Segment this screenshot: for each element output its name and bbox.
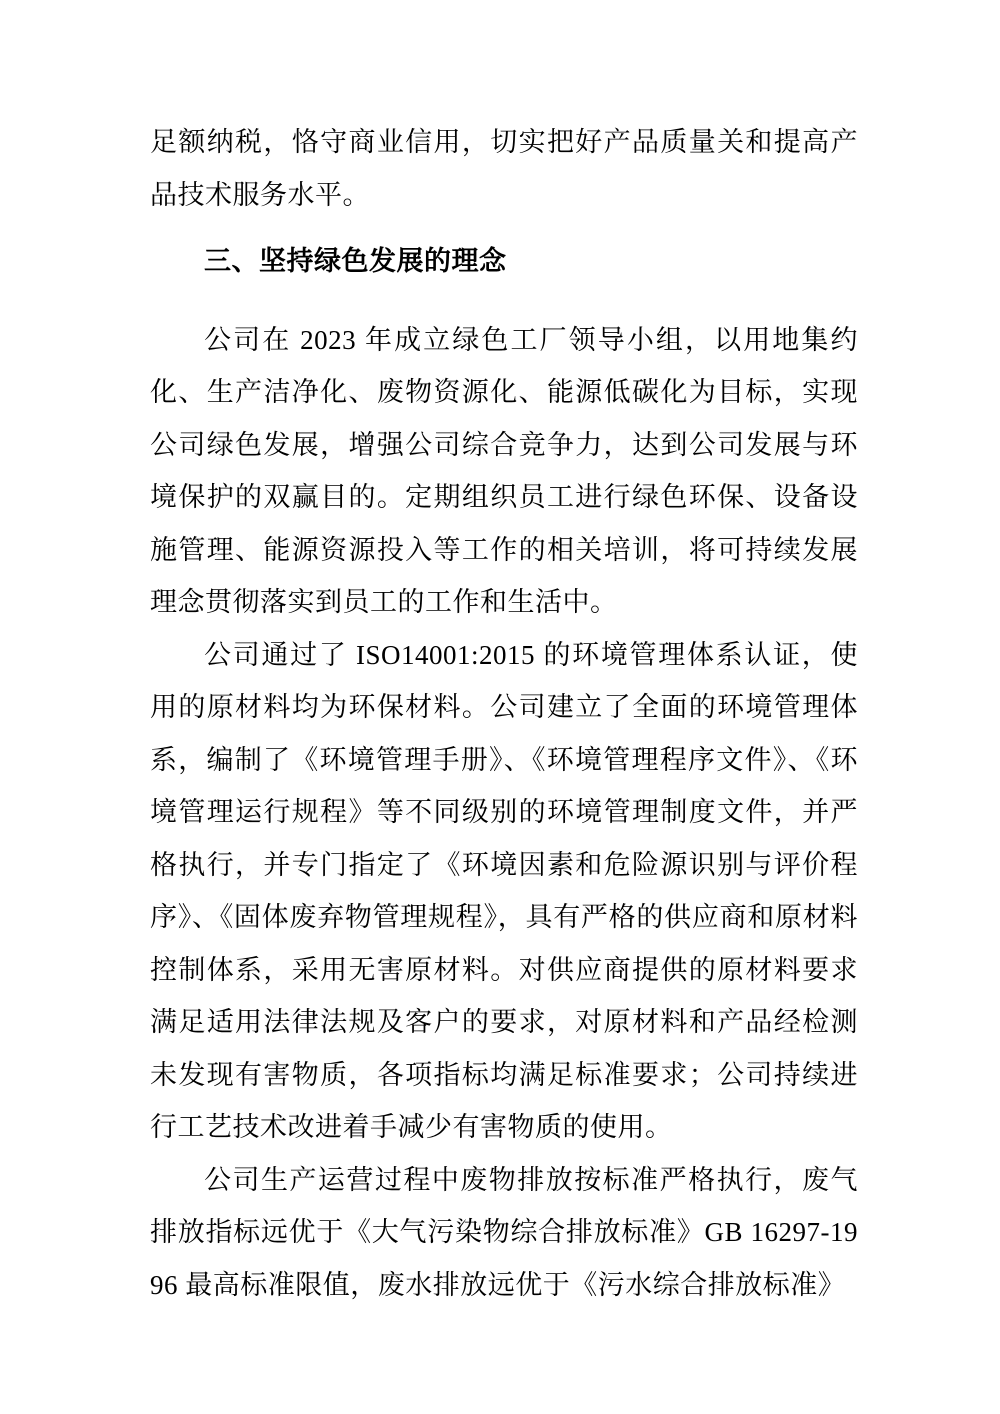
paragraph-tax-and-quality-continuation: 足额纳税，恪守商业信用，切实把好产品质量关和提高产品技术服务水平。 [150, 127, 858, 210]
paragraph-emission-standards: 公司生产运营过程中废物排放按标准严格执行，废气排放指标远优于《大气污染物综合排放标准》GB 16297-1996 最高标准限值，废水排放远优于《污水综合排放标准》 [150, 1164, 858, 1300]
paragraph-iso14001-environment-system: 公司通过了 ISO14001:2015 的环境管理体系认证，使用的原材料均为环保材料。公司建立了全面的环境管理体系，编制了《环境管理手册》、《环境管理程序文件》、《环境管理运行规程》等不同级别的环境管理制度文件，并严格执行，并专门指定了《环境因素和危险源识别与评价程序》、《固体废弃物管理规程》，具有严格的供应商和原材料控制体系，采用无害原材料。对供应商提供的原材料要求满足适用法律法规及客户的要求，对原材料和产品经检测未发现有害物质，各项指标均满足标准要求；公司持续进行工艺技术改进着手减少有害物质的使用。 [150, 639, 858, 1142]
document-text-block [150, 116, 858, 1311]
section-heading-green-development: 三、坚持绿色发展的理念 [204, 246, 507, 276]
paragraph-green-factory-leadership: 公司在 2023 年成立绿色工厂领导小组，以用地集约化、生产洁净化、废物资源化、能源低碳化为目标，实现公司绿色发展，增强公司综合竞争力，达到公司发展与环境保护的双赢目的。定期组织员工进行绿色环保、设备设施管理、能源资源投入等工作的相关培训，将可持续发展理念贯彻落实到员工的工作和生活中。 [150, 324, 858, 617]
